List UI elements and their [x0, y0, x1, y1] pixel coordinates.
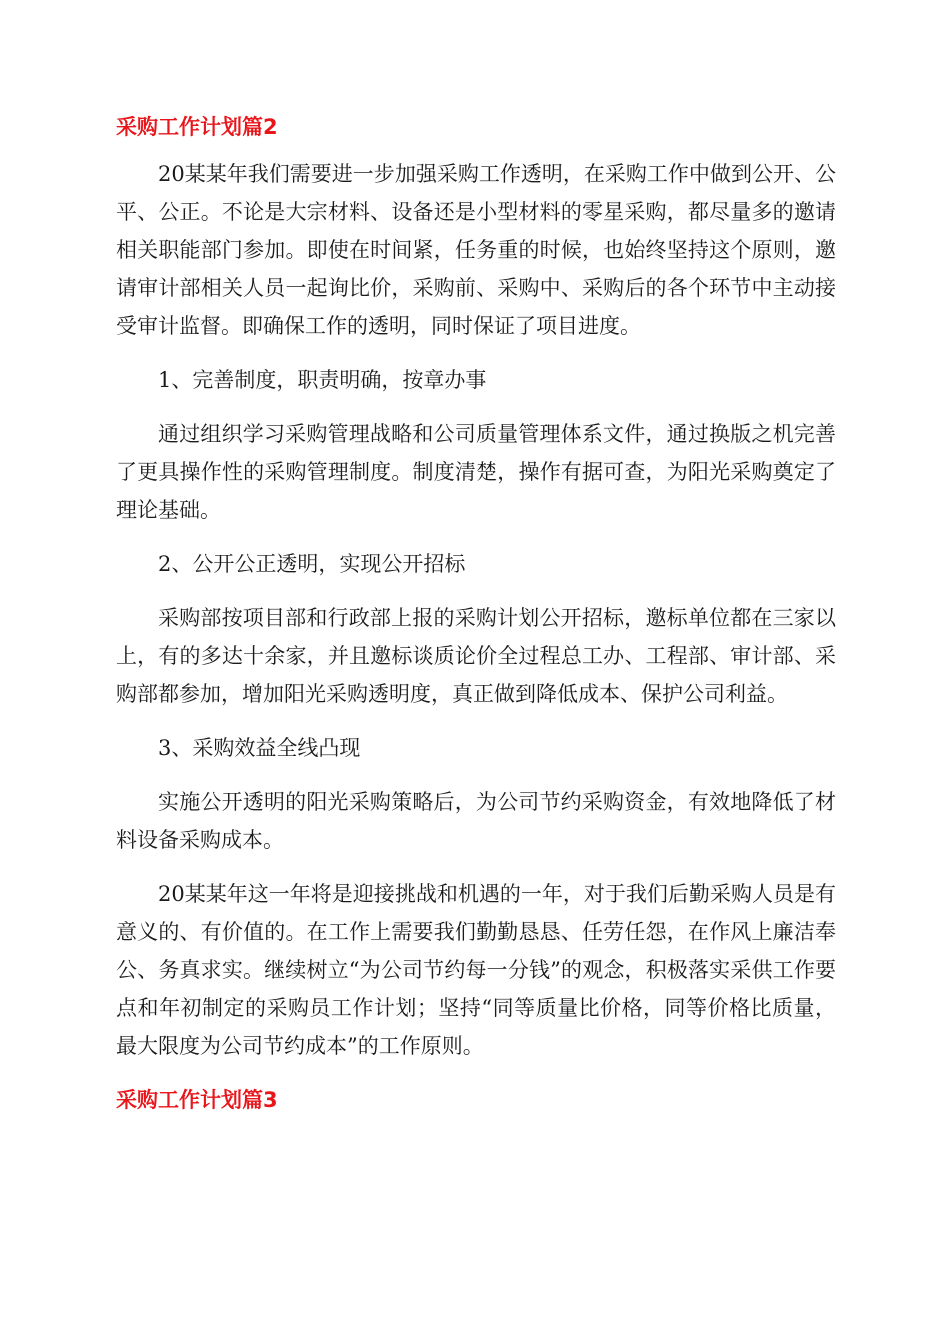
paragraph-2: 采购部按项目部和行政部上报的采购计划公开招标，邀标单位都在三家以上，有的多达十余家，并且邀标谈质论价全过程总工办、工程部、审计部、采购部都参加，增加阳光采购透明度，真正做到降低成本、保护公司利益。	[116, 606, 836, 706]
paragraph-closing: 20某某年这一年将是迎接挑战和机遇的一年，对于我们后勤采购人员是有意义的、有价值的。在工作上需要我们勤勤恳恳、任劳任怨，在作风上廉洁奉公、务真求实。继续树立“为公司节约每一分钱”的观念，积极落实采供工作要点和年初制定的采购员工作计划；坚持“同等质量比价格，同等价格比质量，最大限度为公司节约成本”的工作原则。	[116, 882, 836, 1058]
section-title-3: 采购工作计划篇3	[116, 1088, 278, 1112]
list-item-2: 2、公开公正透明，实现公开招标	[158, 552, 466, 576]
list-item-3: 3、采购效益全线凸现	[158, 736, 361, 760]
list-item-1: 1、完善制度，职责明确，按章办事	[158, 368, 487, 392]
document-page	[116, 112, 836, 1128]
paragraph-1: 通过组织学习采购管理战略和公司质量管理体系文件，通过换版之机完善了更具操作性的采购管理制度。制度清楚，操作有据可查，为阳光采购奠定了理论基础。	[116, 422, 836, 522]
section-title-2: 采购工作计划篇2	[116, 115, 278, 139]
paragraph-intro: 20某某年我们需要进一步加强采购工作透明，在采购工作中做到公开、公平、公正。不论是大宗材料、设备还是小型材料的零星采购，都尽量多的邀请相关职能部门参加。即使在时间紧，任务重的时候，也始终坚持这个原则，邀请审计部相关人员一起询比价，采购前、采购中、采购后的各个环节中主动接受审计监督。即确保工作的透明，同时保证了项目进度。	[116, 162, 836, 338]
paragraph-3: 实施公开透明的阳光采购策略后，为公司节约采购资金，有效地降低了材料设备采购成本。	[116, 790, 836, 852]
